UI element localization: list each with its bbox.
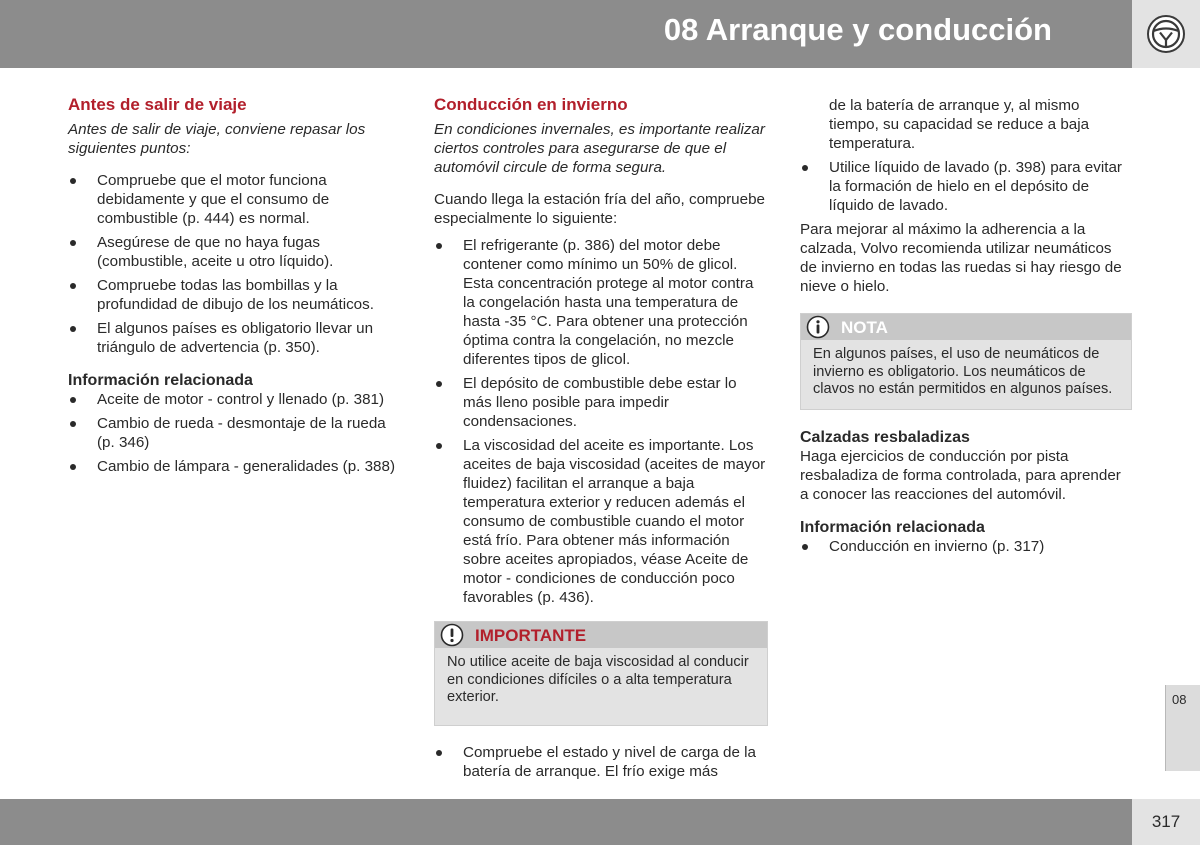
list-item: El depósito de combustible debe estar lo más lleno posible para impedir condensaciones. bbox=[434, 374, 768, 431]
header-bar bbox=[0, 0, 1132, 68]
list-item: El algunos países es obligatorio llevar un triángulo de advertencia (p. 350). bbox=[68, 319, 398, 357]
column-winter-continued bbox=[800, 96, 1132, 561]
list-item: Compruebe todas las bombillas y la profundidad de dibujo de los neumáticos. bbox=[68, 276, 398, 314]
checklist-winter-continued bbox=[434, 743, 768, 781]
list-item: Utilice líquido de lavado (p. 398) para evitar la formación de hielo en el depósito de líquido de lavado. bbox=[800, 158, 1132, 215]
exclamation-icon bbox=[440, 623, 464, 647]
section-heading-winter: Conducción en invierno bbox=[434, 95, 628, 114]
important-title: IMPORTANTE bbox=[475, 625, 587, 645]
important-box bbox=[434, 621, 768, 726]
footer-bar bbox=[0, 799, 1132, 845]
related-info-heading: Información relacionada bbox=[800, 518, 985, 536]
steering-wheel-icon bbox=[1146, 14, 1186, 54]
related-links-list bbox=[800, 537, 1132, 556]
related-link[interactable]: Conducción en invierno (p. 317) bbox=[800, 537, 1132, 556]
note-text: En algunos países, el uso de neumáticos de invierno es obligatorio. Los neumáticos de clavos no están permitidos en algunos países. bbox=[813, 346, 1113, 397]
related-link[interactable]: Cambio de rueda - desmontaje de la rueda (p. 346) bbox=[68, 414, 398, 452]
chapter-side-tab bbox=[1165, 685, 1200, 771]
related-link[interactable]: Aceite de motor - control y llenado (p. 381) bbox=[68, 390, 398, 409]
related-links-list bbox=[68, 390, 398, 476]
note-box-header bbox=[801, 314, 1131, 340]
info-icon bbox=[806, 315, 830, 339]
slippery-heading: Calzadas resbaladizas bbox=[800, 428, 970, 446]
continued-bullet-text: de la batería de arranque y, al mismo tiempo, su capacidad se reduce a baja temperatura. bbox=[829, 97, 1090, 152]
list-item: Asegúrese de que no haya fugas (combustible, aceite u otro líquido). bbox=[68, 233, 398, 271]
intro-pre-trip: Antes de salir de viaje, conviene repasar los siguientes puntos: bbox=[68, 121, 366, 157]
column-winter-driving bbox=[434, 94, 768, 786]
note-box bbox=[800, 313, 1132, 410]
intro-winter: En condiciones invernales, es importante realizar ciertos controles para asegurarse de que el automóvil circule de forma segura. bbox=[434, 121, 765, 176]
slippery-text: Haga ejercicios de conducción por pista resbaladiza de forma controlada, para aprender a conocer las reacciones del automóvil. bbox=[800, 447, 1121, 503]
checklist-winter bbox=[434, 236, 768, 607]
related-info-heading: Información relacionada bbox=[68, 372, 253, 389]
traction-paragraph: Para mejorar al máximo la adherencia a la calzada, Volvo recomienda utilizar neumáticos de invierno en todas las ruedas si hay riesgo de nieve o hielo. bbox=[800, 221, 1122, 295]
chapter-icon-box bbox=[1132, 0, 1200, 68]
chapter-tab-label: 08 bbox=[1172, 692, 1187, 707]
checklist-washer bbox=[800, 158, 1132, 215]
list-item: Compruebe que el motor funciona debidamente y que el consumo de combustible (p. 444) es normal. bbox=[68, 171, 398, 228]
column-pre-trip bbox=[68, 94, 398, 481]
list-item: Compruebe el estado y nivel de carga de la batería de arranque. El frío exige más bbox=[434, 743, 768, 781]
list-item: La viscosidad del aceite es importante. Los aceites de baja viscosidad (aceites de mayor fluidez) facilitan el arranque a baja temperatura exterior y reducen además el consumo de combustible cuando el motor está frío. Para obtener más información sobre aceites apropiados, véase Aceite de motor - condiciones de conducción poco favorables (p. 436). bbox=[434, 436, 768, 607]
related-link[interactable]: Cambio de lámpara - generalidades (p. 388) bbox=[68, 457, 398, 476]
list-item: El refrigerante (p. 386) del motor debe contener como mínimo un 50% de glicol. Esta concentración protege al motor contra la congelación hasta una temperatura de hasta -35 °C. Para obtener una protección óptima contra la congelación, no mezcle diferentes tipos de glicol. bbox=[434, 236, 768, 369]
section-heading-pre-trip: Antes de salir de viaje bbox=[68, 95, 247, 114]
note-title: NOTA bbox=[841, 317, 888, 337]
page-number: 317 bbox=[1132, 799, 1200, 845]
important-text: No utilice aceite de baja viscosidad al conducir en condiciones difíciles o a alta temperatura exterior. bbox=[447, 654, 749, 705]
important-box-header bbox=[435, 622, 767, 648]
winter-paragraph: Cuando llega la estación fría del año, compruebe especialmente lo siguiente: bbox=[434, 191, 765, 227]
checklist-pre-trip bbox=[68, 171, 398, 357]
chapter-title: 08 Arranque y conducción bbox=[663, 12, 1052, 47]
